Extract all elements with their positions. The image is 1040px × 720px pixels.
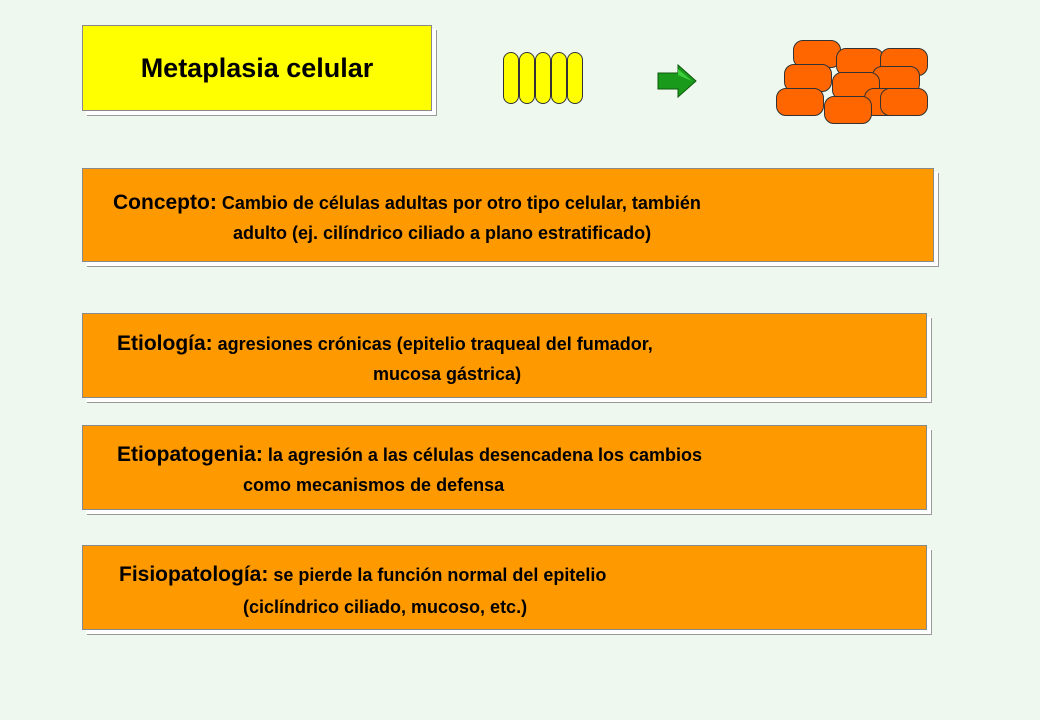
etiopatogenia-line-1	[117, 443, 702, 467]
etiologia-label: Etiología:	[117, 332, 213, 355]
right-arrow-icon	[656, 64, 698, 98]
etiologia-line-1	[117, 332, 653, 356]
etiopatogenia-label: Etiopatogenia:	[117, 443, 263, 466]
etiopatogenia-text-2: como mecanismos de defensa	[243, 475, 505, 495]
fisiopatologia-line-1	[119, 563, 606, 587]
etiologia-text-1: agresiones crónicas (epitelio traqueal del fumador,	[212, 334, 653, 354]
etiologia-box	[82, 313, 927, 398]
concepto-label: Concepto:	[113, 191, 217, 214]
columnar-cell	[535, 52, 551, 104]
concepto-box	[82, 168, 934, 262]
squamous-cell	[824, 96, 872, 124]
fisiopatologia-text-2: (ciclíndrico ciliado, mucoso, etc.)	[243, 597, 528, 617]
squamous-cell	[776, 88, 824, 116]
etiologia-text-2: mucosa gástrica)	[373, 364, 522, 384]
concepto-line-1	[113, 191, 701, 215]
concepto-text-1: Cambio de células adultas por otro tipo celular, también	[216, 193, 701, 213]
columnar-cell	[567, 52, 583, 104]
etiopatogenia-text-1: la agresión a las células desencadena los cambios	[262, 445, 703, 465]
columnar-cell	[551, 52, 567, 104]
fisiopatologia-box	[82, 545, 927, 630]
slide-title: Metaplasia celular	[82, 25, 432, 111]
columnar-cell	[519, 52, 535, 104]
squamous-cell	[880, 88, 928, 116]
fisiopatologia-label: Fisiopatología:	[119, 563, 269, 586]
concepto-text-2: adulto (ej. cilíndrico ciliado a plano estratificado)	[233, 223, 652, 243]
etiopatogenia-box	[82, 425, 927, 510]
fisiopatologia-text-1: se pierde la función normal del epitelio	[268, 565, 607, 585]
columnar-cell	[503, 52, 519, 104]
